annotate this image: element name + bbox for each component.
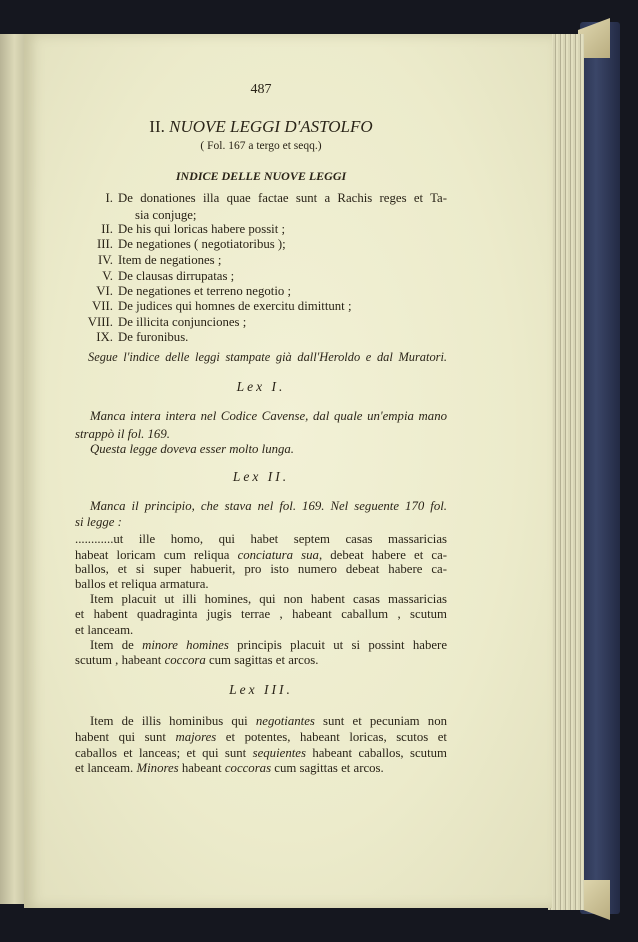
text-segment: Item de illis hominibus qui [90, 714, 256, 728]
index-numeral: VIII. [87, 315, 113, 329]
index-numeral: VII. [92, 299, 113, 313]
book-binding [580, 22, 620, 914]
index-item-text: De his qui loricas habere possit ; [118, 222, 286, 236]
text-segment: , debeat habere et ca- [318, 548, 448, 562]
index-numeral: V. [102, 269, 113, 283]
index-item-text: De illicita conjunciones ; [118, 315, 247, 329]
text-segment: habeant [178, 761, 225, 775]
text-segment: cum sagittas et arcos. [205, 653, 319, 667]
page-stack-edge [548, 34, 584, 910]
index-item-text: De negationes et terreno negotio ; [118, 284, 292, 298]
italic-text: conciatura sua [237, 548, 319, 562]
text-segment: et lanceam. [75, 761, 137, 775]
lex-heading: Lex I. [236, 379, 286, 394]
index-item-text: De judices qui homnes de exercitu dimittunt ; [118, 299, 352, 313]
text-segment: Item de [90, 638, 143, 652]
italic-text: majores [175, 730, 217, 744]
text-segment: cum sagittas et arcos. [271, 761, 384, 775]
italic-text: coccoras [224, 761, 272, 775]
chapter-title [75, 116, 447, 138]
text-segment: caballos et lanceas; et qui sunt [75, 746, 253, 760]
index-numeral: IX. [96, 330, 113, 344]
text-line [75, 513, 447, 531]
text-line [75, 651, 447, 669]
chapter-numeral: II. [149, 117, 165, 136]
text-line [90, 440, 447, 458]
index-item-text: De clausas dirrupatas ; [118, 269, 235, 283]
lex-heading: Lex III. [229, 682, 293, 697]
lex-heading: Lex II. [232, 469, 290, 484]
page-number: 487 [250, 82, 272, 97]
text-segment: principis placuit ut si possint habere [228, 638, 447, 652]
text-segment: ballos, et si super habuerit, pro isto numero debeat habere ca- [75, 562, 447, 576]
italic-text: Questa legge doveva esser molto lunga. [90, 442, 294, 456]
text-segment: ballos et reliqua armatura. [75, 577, 209, 591]
index-heading: INDICE DELLE NUOVE LEGGI [175, 169, 347, 183]
text-segment: habent qui sunt [75, 730, 176, 744]
italic-text: negotiantes [255, 714, 315, 728]
text-line [90, 407, 447, 425]
italic-text: Manca il principio, che stava nel fol. 169. Nel seguente 170 fol. [90, 499, 447, 513]
index-note: Segue l'indice delle leggi stampate già dall'Heroldo e dal Muratori. [88, 350, 447, 364]
index-item-text: De furonibus. [118, 330, 189, 344]
index-item-text: sia conjuge; [135, 208, 197, 222]
text-segment: et habent quadraginta jugis terrae , habeant caballum , scutum [75, 607, 447, 621]
italic-text: Minores [136, 761, 179, 775]
text-segment: habeat loricam cum reliqua [75, 548, 238, 562]
text-line [75, 759, 447, 777]
index-numeral: IV. [97, 253, 113, 267]
previous-page-edge [0, 34, 24, 904]
index-item-text: Item de negationes ; [118, 253, 222, 267]
italic-text: Manca intera intera nel Codice Cavense, dal quale un'empia mano [90, 409, 447, 423]
index-item-text: De negationes ( negotiatoribus ); [118, 237, 286, 251]
italic-text: coccora [164, 653, 206, 667]
text-segment: et lanceam. [75, 623, 134, 637]
chapter-title-text: NUOVE LEGGI D'ASTOLFO [169, 117, 373, 136]
italic-text: si legge : [75, 515, 122, 529]
index-numeral: III. [97, 237, 113, 251]
chapter-subtitle: ( Fol. 167 a tergo et seqq.) [200, 140, 322, 152]
index-numeral: II. [101, 222, 113, 236]
text-segment: sunt et pecuniam non [314, 714, 447, 728]
text-segment: scutum , habeant [75, 653, 165, 667]
index-numeral: VI. [96, 284, 113, 298]
text-segment: et potentes, habeant loricas, scutos et [216, 730, 447, 744]
text-segment: habeant caballos, scutum [305, 746, 447, 760]
index-item-text: De donationes illa quae factae sunt a Rachis reges et Ta- [118, 191, 447, 205]
text-segment: Item placuit ut illi homines, qui non habent casas massaricias [90, 592, 447, 606]
italic-text: strappò il fol. 169. [75, 427, 170, 441]
text-segment: ............ut ille homo, qui habet septem casas massaricias [75, 532, 447, 546]
index-numeral: I. [105, 191, 113, 205]
italic-text: sequientes [252, 746, 306, 760]
italic-text: minore homines [142, 638, 229, 652]
